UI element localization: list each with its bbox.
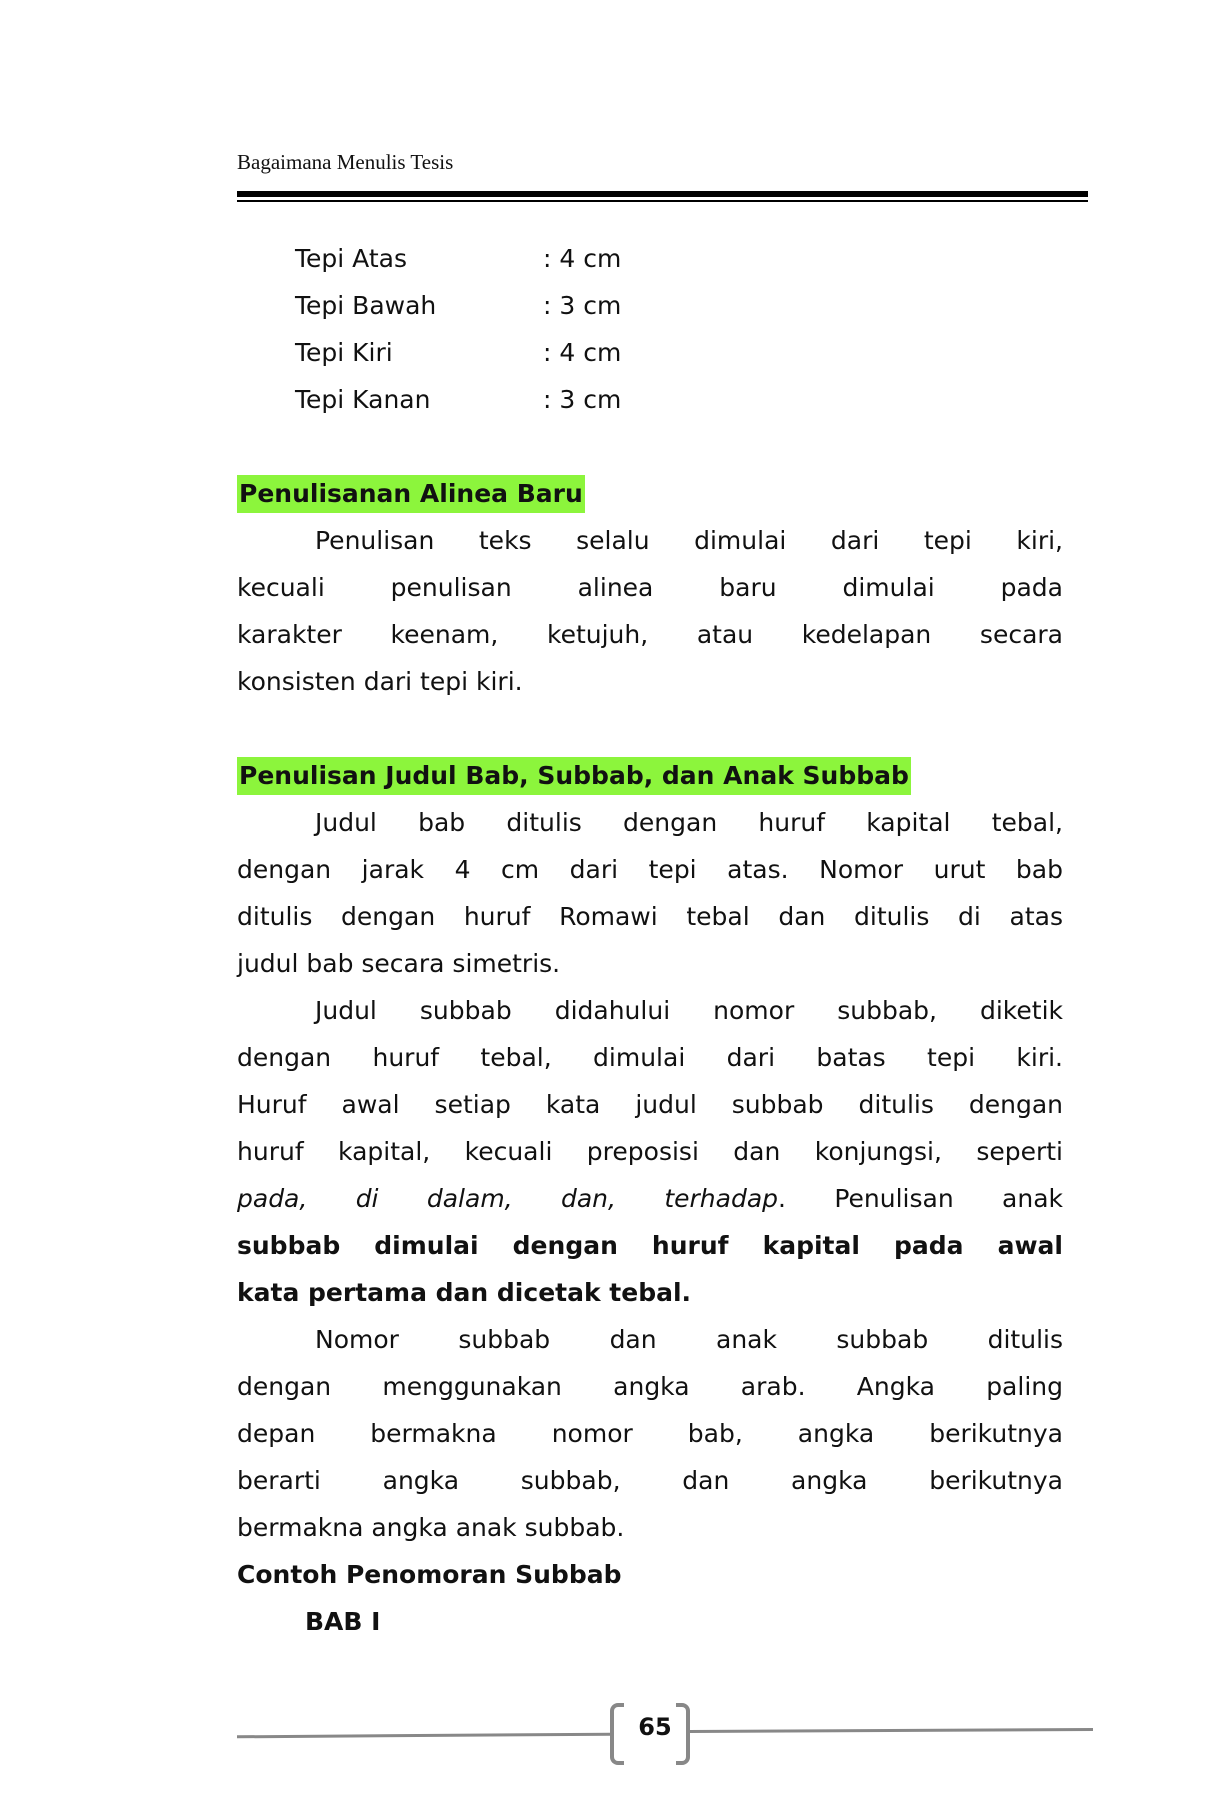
margin-row <box>237 282 1063 329</box>
footer-rule-left <box>237 1733 612 1739</box>
highlighted-heading: Penulisanan Alinea Baru <box>237 475 585 513</box>
text-line: judul bab secara simetris. <box>237 949 561 978</box>
example-heading: Contoh Penomoran Subbab <box>237 1560 622 1589</box>
text-line: ditulis dengan huruf Romawi tebal dan ditulis di atas <box>237 902 1063 931</box>
text-line: dengan menggunakan angka arab. Angka paling <box>237 1372 1063 1401</box>
page-body <box>237 235 1063 1645</box>
footer-rule-right <box>690 1728 1093 1733</box>
text-run: . Penulisan anak <box>778 1184 1063 1213</box>
margin-value: : 4 cm <box>543 244 622 273</box>
text-line: depan bermakna nomor bab, angka berikutnya <box>237 1419 1063 1448</box>
header-rule <box>237 191 1088 197</box>
text-line: konsisten dari tepi kiri. <box>237 667 523 696</box>
highlighted-heading: Penulisan Judul Bab, Subbab, dan Anak Subbab <box>237 757 911 795</box>
page-number: 65 <box>638 1713 672 1741</box>
section-heading <box>237 752 1063 799</box>
text-line: Judul bab ditulis dengan huruf kapital tebal, <box>315 808 1063 837</box>
text-line: bermakna angka anak subbab. <box>237 1513 625 1542</box>
margin-value: : 3 cm <box>543 385 622 414</box>
margin-row <box>237 329 1063 376</box>
example-bab-title: BAB I <box>305 1607 381 1636</box>
text-line: Huruf awal setiap kata judul subbab ditulis dengan <box>237 1090 1063 1119</box>
text-line-bold: subbab dimulai dengan huruf kapital pada awal <box>237 1231 1063 1260</box>
text-line: dengan huruf tebal, dimulai dari batas tepi kiri. <box>237 1043 1063 1072</box>
margin-label: Tepi Bawah <box>295 291 437 320</box>
text-line <box>237 1175 1063 1222</box>
italic-examples: pada, di dalam, dan, terhadap <box>237 1184 779 1213</box>
header-rule-thin <box>237 200 1088 202</box>
text-line: Penulisan teks selalu dimulai dari tepi kiri, <box>315 526 1063 555</box>
text-line: berarti angka subbab, dan angka berikutnya <box>237 1466 1063 1495</box>
text-line: huruf kapital, kecuali preposisi dan konjungsi, seperti <box>237 1137 1063 1166</box>
running-header: Bagaimana Menulis Tesis <box>237 150 454 174</box>
text-line: kecuali penulisan alinea baru dimulai pada <box>237 573 1063 602</box>
text-line: Judul subbab didahului nomor subbab, diketik <box>315 996 1063 1025</box>
margin-row <box>237 235 1063 282</box>
margin-value: : 3 cm <box>543 291 622 320</box>
margin-value: : 4 cm <box>543 338 622 367</box>
text-line: dengan jarak 4 cm dari tepi atas. Nomor urut bab <box>237 855 1063 884</box>
margin-label: Tepi Kiri <box>295 338 393 367</box>
text-line: karakter keenam, ketujuh, atau kedelapan secara <box>237 620 1063 649</box>
margin-label: Tepi Kanan <box>295 385 431 414</box>
text-line: Nomor subbab dan anak subbab ditulis <box>315 1325 1063 1354</box>
margin-row <box>237 376 1063 423</box>
section-heading <box>237 470 1063 517</box>
text-line-bold: kata pertama dan dicetak tebal. <box>237 1278 692 1307</box>
margin-label: Tepi Atas <box>295 244 407 273</box>
